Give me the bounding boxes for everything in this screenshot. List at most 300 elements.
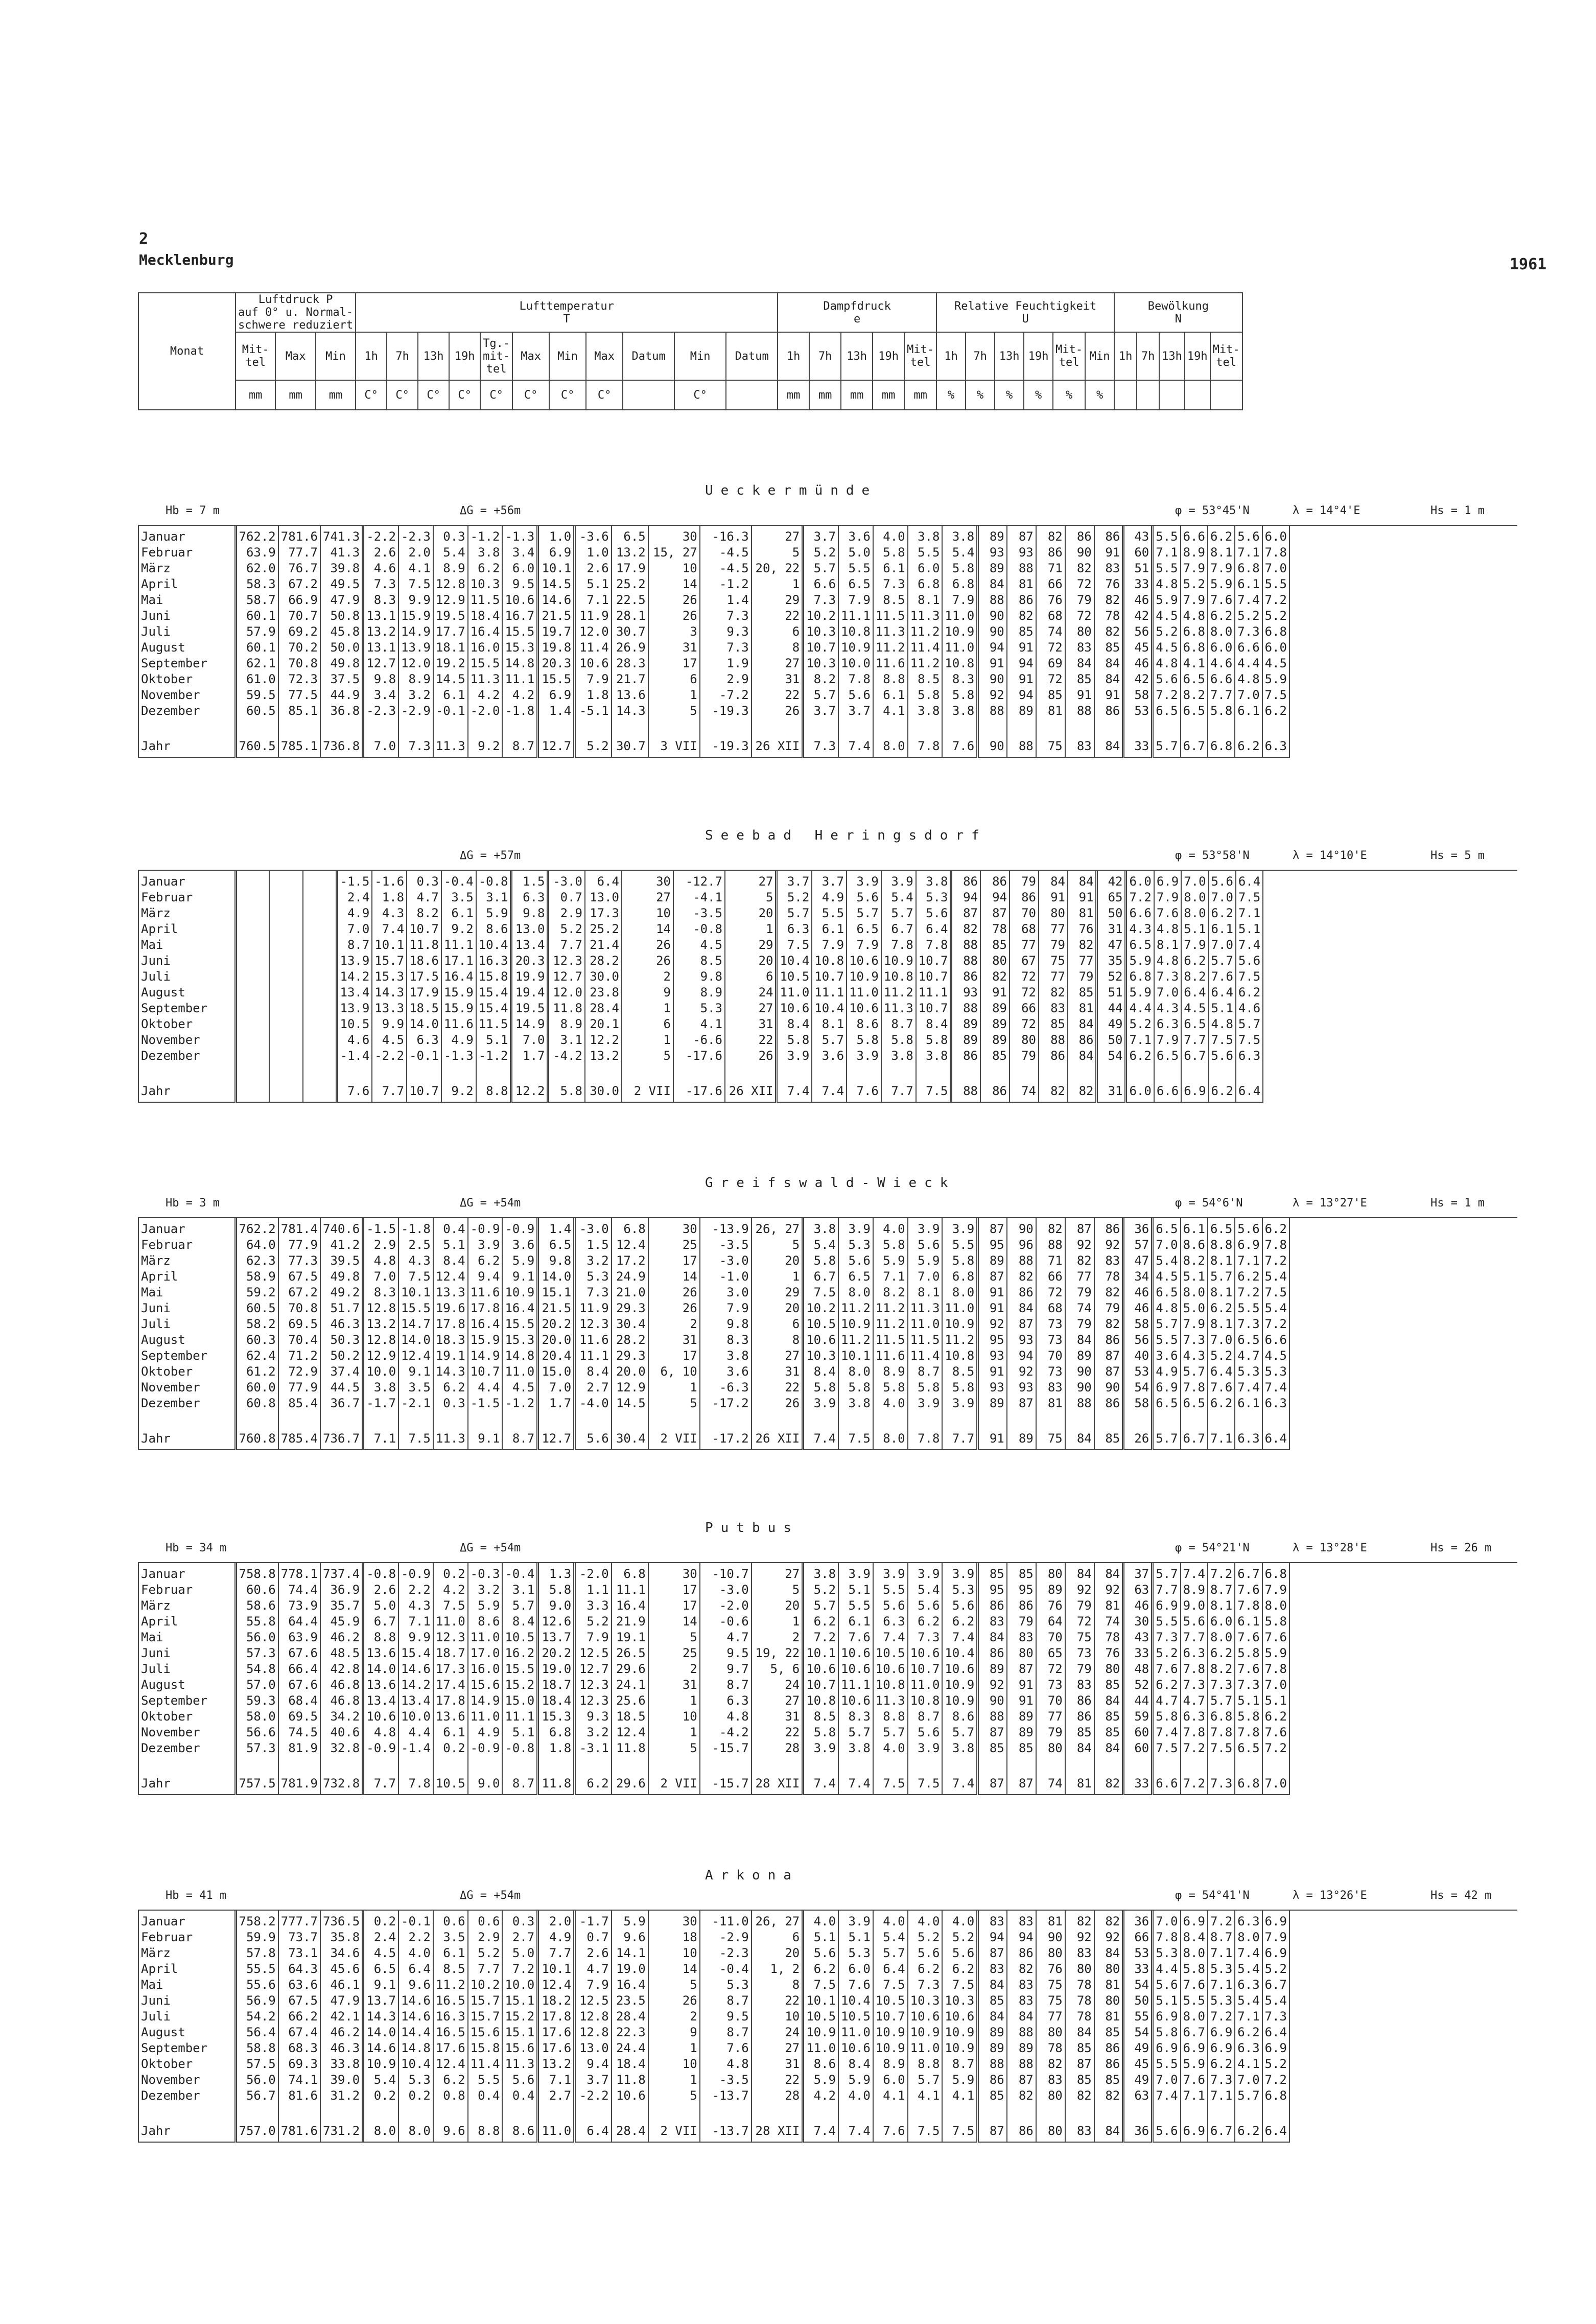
data-cell: 30.4 bbox=[612, 1316, 648, 1332]
data-cell: 16.0 bbox=[468, 640, 503, 656]
data-cell: 7.8 bbox=[398, 1773, 433, 1795]
data-cell: 88 bbox=[1007, 1253, 1036, 1269]
data-cell: 20.2 bbox=[538, 1645, 575, 1661]
data-cell: 86 bbox=[951, 871, 980, 890]
data-cell: 14.3 bbox=[363, 2009, 398, 2025]
data-cell: 5.6 bbox=[873, 1598, 908, 1614]
data-cell: 90 bbox=[1065, 545, 1094, 561]
spacer-cell bbox=[441, 1064, 476, 1080]
data-cell: 7.5 bbox=[908, 1773, 943, 1795]
month-label: Februar bbox=[138, 545, 236, 561]
data-cell: 1.8 bbox=[372, 890, 407, 905]
data-cell: 2 VII bbox=[648, 1428, 700, 1450]
data-cell: 85.4 bbox=[278, 1396, 320, 1411]
data-cell: 91 bbox=[1007, 640, 1036, 656]
month-label: November bbox=[138, 1032, 236, 1048]
data-cell bbox=[236, 985, 269, 1001]
data-cell: -2.0 bbox=[468, 703, 503, 719]
data-cell: 5.2 bbox=[803, 545, 838, 561]
data-cell: 5.8 bbox=[1235, 1709, 1262, 1725]
data-cell: 42 bbox=[1097, 871, 1126, 890]
data-cell: 11.2 bbox=[908, 656, 943, 671]
data-cell bbox=[236, 1080, 269, 1102]
data-cell: 5.2 bbox=[1262, 608, 1289, 624]
data-cell: 5.8 bbox=[873, 1380, 908, 1396]
data-cell: 6.7 bbox=[881, 921, 916, 937]
unit-cell: % bbox=[966, 380, 995, 410]
data-cell: 85 bbox=[1065, 2040, 1094, 2056]
data-cell: 19, 22 bbox=[752, 1645, 803, 1661]
data-cell: 8.7 bbox=[337, 937, 372, 953]
data-cell: 8.5 bbox=[908, 671, 943, 687]
data-cell: 73.9 bbox=[278, 1598, 320, 1614]
data-cell: 83 bbox=[978, 1961, 1007, 1977]
data-cell: 13.4 bbox=[511, 937, 548, 953]
month-label: August bbox=[138, 640, 236, 656]
data-cell: 94 bbox=[1007, 687, 1036, 703]
data-cell: 6.4 bbox=[575, 2120, 612, 2142]
data-cell: 15.3 bbox=[538, 1709, 575, 1725]
spacer-cell bbox=[942, 719, 977, 735]
data-cell: 82 bbox=[1065, 561, 1094, 576]
data-cell: 6.9 bbox=[1153, 2040, 1181, 2056]
data-cell: 6.2 bbox=[1208, 1396, 1235, 1411]
data-cell: 740.6 bbox=[320, 1218, 363, 1237]
data-cell: 78 bbox=[1065, 1993, 1094, 2009]
data-cell: 17.6 bbox=[538, 2040, 575, 2056]
data-cell: 15.7 bbox=[468, 1993, 503, 2009]
data-cell: 7.4 bbox=[838, 2120, 873, 2142]
month-label: März bbox=[138, 1945, 236, 1961]
data-cell: 12.9 bbox=[433, 592, 468, 608]
data-cell: 7.3 bbox=[803, 735, 838, 757]
data-cell: 11.8 bbox=[612, 1740, 648, 1756]
data-cell: 33 bbox=[1123, 735, 1153, 757]
spacer-cell bbox=[1236, 1064, 1263, 1080]
month-label: Jahr bbox=[138, 735, 236, 757]
data-cell: 83 bbox=[1007, 1977, 1036, 1993]
data-cell: 11.5 bbox=[873, 1332, 908, 1348]
data-cell: 10.0 bbox=[502, 1977, 537, 1993]
data-cell: 78 bbox=[1036, 2040, 1065, 2056]
data-cell: 7.3 bbox=[398, 735, 433, 757]
data-cell: 5.6 bbox=[1235, 1218, 1262, 1237]
data-cell: 3.9 bbox=[908, 1218, 943, 1237]
data-cell: 4.6 bbox=[1208, 656, 1235, 671]
data-cell: 84 bbox=[1065, 1332, 1094, 1348]
station-latitude: φ = 54°6'N bbox=[1175, 1197, 1243, 1210]
data-cell: 7.6 bbox=[1181, 2072, 1208, 2088]
data-cell: -1.8 bbox=[502, 703, 537, 719]
data-cell: 79 bbox=[1068, 969, 1097, 985]
data-cell: 5.8 bbox=[1262, 1614, 1289, 1630]
data-cell: 757.5 bbox=[236, 1773, 278, 1795]
data-cell: 0.6 bbox=[433, 1911, 468, 1930]
spacer-cell bbox=[1007, 2104, 1036, 2120]
data-cell: 26.9 bbox=[612, 640, 648, 656]
data-cell: 8.7 bbox=[502, 735, 537, 757]
data-cell: 82 bbox=[1036, 526, 1065, 545]
data-cell: 7.8 bbox=[916, 937, 951, 953]
spacer-cell bbox=[320, 1756, 363, 1773]
data-cell: 80 bbox=[1007, 1645, 1036, 1661]
data-cell: 7.0 bbox=[1262, 1773, 1289, 1795]
data-cell: 63.6 bbox=[278, 1977, 320, 1993]
data-cell: 9.0 bbox=[538, 1598, 575, 1614]
data-cell: 0.2 bbox=[363, 2088, 398, 2104]
data-cell: 79 bbox=[1010, 871, 1039, 890]
data-cell: 27 bbox=[725, 871, 777, 890]
spacer-cell bbox=[1007, 1756, 1036, 1773]
data-cell: 6.3 bbox=[1262, 1396, 1289, 1411]
subcolumn-header: Tg.-mit-tel bbox=[480, 332, 512, 380]
spacer-cell bbox=[908, 2104, 943, 2120]
data-cell: 10 bbox=[622, 905, 673, 921]
data-cell: 7.7 bbox=[1208, 687, 1235, 703]
data-cell: 6.2 bbox=[803, 1614, 838, 1630]
data-cell: 3.8 bbox=[838, 1740, 873, 1756]
data-cell: 7.8 bbox=[908, 1428, 943, 1450]
data-cell: 12.9 bbox=[612, 1380, 648, 1396]
data-cell: 5.4 bbox=[1262, 1993, 1289, 2009]
data-cell: 1.7 bbox=[538, 1396, 575, 1411]
spacer-cell bbox=[838, 2104, 873, 2120]
data-cell: 27 bbox=[752, 656, 803, 671]
data-cell: 8.0 bbox=[1181, 1945, 1208, 1961]
data-cell: 8.6 bbox=[803, 2056, 838, 2072]
data-cell: 7.0 bbox=[1153, 2072, 1181, 2088]
data-cell: 5.8 bbox=[1181, 1961, 1208, 1977]
data-cell: 5.7 bbox=[803, 561, 838, 576]
month-row bbox=[138, 624, 1289, 640]
column-header-table bbox=[138, 292, 1243, 410]
data-cell: 81.6 bbox=[278, 2088, 320, 2104]
data-cell bbox=[269, 921, 303, 937]
data-cell: 7.8 bbox=[881, 937, 916, 953]
data-cell: 10.8 bbox=[873, 1677, 908, 1693]
data-cell: 67.6 bbox=[278, 1645, 320, 1661]
data-cell: 7.6 bbox=[838, 1630, 873, 1645]
data-cell: -3.5 bbox=[673, 905, 725, 921]
data-cell: -5.1 bbox=[575, 703, 612, 719]
data-cell: 9.9 bbox=[398, 592, 433, 608]
data-cell: -1.5 bbox=[337, 871, 372, 890]
data-cell: 11.2 bbox=[881, 985, 916, 1001]
data-cell: 20 bbox=[752, 1300, 803, 1316]
data-cell: 6.2 bbox=[433, 1380, 468, 1396]
data-cell: 7.0 bbox=[1209, 890, 1236, 905]
data-cell: 9.1 bbox=[468, 1428, 503, 1450]
data-cell: 20.0 bbox=[538, 1332, 575, 1348]
data-cell: 8.8 bbox=[873, 671, 908, 687]
data-cell: 7.0 bbox=[1235, 687, 1262, 703]
data-cell: 7.4 bbox=[873, 1630, 908, 1645]
data-cell: 10.9 bbox=[942, 1677, 977, 1693]
data-cell: 10.1 bbox=[538, 561, 575, 576]
data-cell: 3.9 bbox=[838, 1218, 873, 1237]
data-cell: 16.4 bbox=[612, 1977, 648, 1993]
data-cell: 6.6 bbox=[1235, 640, 1262, 656]
data-cell bbox=[236, 871, 269, 890]
data-cell: 59.5 bbox=[236, 687, 278, 703]
data-cell: 4.4 bbox=[1126, 1001, 1154, 1016]
month-label: Juni bbox=[138, 1993, 236, 2009]
data-cell: 17 bbox=[648, 656, 700, 671]
data-cell: 781.6 bbox=[278, 526, 320, 545]
data-cell: 5.8 bbox=[803, 1253, 838, 1269]
data-cell: 2 bbox=[648, 2009, 700, 2025]
data-cell: 15.5 bbox=[538, 671, 575, 687]
data-cell: 26 XII bbox=[752, 1428, 803, 1450]
data-cell: 83 bbox=[1094, 1253, 1123, 1269]
data-cell: 8.4 bbox=[777, 1016, 812, 1032]
data-cell: -3.6 bbox=[575, 526, 612, 545]
data-cell: 26 bbox=[622, 953, 673, 969]
data-cell: 72 bbox=[1036, 640, 1065, 656]
data-cell: 84 bbox=[1094, 1693, 1123, 1709]
data-cell: 10.6 bbox=[838, 1645, 873, 1661]
data-cell: 5.4 bbox=[881, 890, 916, 905]
data-cell: 8.5 bbox=[433, 1961, 468, 1977]
data-cell: 1.0 bbox=[538, 526, 575, 545]
data-cell: 6.5 bbox=[1153, 1285, 1181, 1300]
spacer-cell bbox=[803, 1411, 838, 1428]
data-cell: 56.4 bbox=[236, 2025, 278, 2040]
data-cell: 14.7 bbox=[398, 1316, 433, 1332]
data-cell: 0.2 bbox=[363, 1911, 398, 1930]
data-cell: 7.9 bbox=[575, 1630, 612, 1645]
data-cell: 6.9 bbox=[1154, 871, 1181, 890]
data-cell: 3.7 bbox=[575, 2072, 612, 2088]
station-longitude: λ = 14°4'E bbox=[1293, 504, 1360, 517]
spacer-cell bbox=[468, 719, 503, 735]
data-cell: 88 bbox=[951, 937, 980, 953]
spacer-cell bbox=[612, 2104, 648, 2120]
luftdruck-header: Luftdruck P auf 0° u. Normal- schwere reduziert bbox=[236, 293, 356, 332]
month-label: Dezember bbox=[138, 2088, 236, 2104]
data-cell: 83 bbox=[1039, 1001, 1068, 1016]
data-cell: 87 bbox=[1065, 2056, 1094, 2072]
data-cell: 93 bbox=[951, 985, 980, 1001]
data-cell: 6.3 bbox=[700, 1693, 752, 1709]
data-cell: 36.8 bbox=[320, 703, 363, 719]
data-cell: 15.4 bbox=[398, 1645, 433, 1661]
data-cell: 7.0 bbox=[337, 921, 372, 937]
data-cell: 31 bbox=[648, 1332, 700, 1348]
data-cell: 7.7 bbox=[548, 937, 585, 953]
data-cell: 7.0 bbox=[1153, 1911, 1181, 1930]
subcolumn-header: 13h bbox=[418, 332, 449, 380]
data-cell: 6.8 bbox=[908, 576, 943, 592]
data-cell: 7.3 bbox=[1153, 1630, 1181, 1645]
unit-cell: C° bbox=[418, 380, 449, 410]
data-cell: 66 bbox=[1036, 1269, 1065, 1285]
data-cell: 6.5 bbox=[847, 921, 881, 937]
data-cell: 762.2 bbox=[236, 526, 278, 545]
month-label: August bbox=[138, 1677, 236, 1693]
station-hb: Hb = 34 m bbox=[166, 1542, 227, 1554]
month-label: September bbox=[138, 656, 236, 671]
data-cell: 7.0 bbox=[1262, 1677, 1289, 1693]
data-cell: 91 bbox=[978, 656, 1007, 671]
spacer-cell bbox=[942, 1411, 977, 1428]
spacer-cell bbox=[538, 1411, 575, 1428]
data-cell: 46.8 bbox=[320, 1693, 363, 1709]
data-cell: 731.2 bbox=[320, 2120, 363, 2142]
data-cell: 4.1 bbox=[398, 561, 433, 576]
month-label: Januar bbox=[138, 871, 236, 890]
data-cell: 85 bbox=[1094, 1428, 1123, 1450]
data-cell: 7.6 bbox=[942, 735, 977, 757]
data-cell: 7.5 bbox=[908, 2120, 943, 2142]
data-cell: 10.7 bbox=[407, 1080, 441, 1102]
data-cell: 89 bbox=[1007, 2040, 1036, 2056]
data-cell: 7.5 bbox=[838, 1428, 873, 1450]
data-cell: 6.0 bbox=[1262, 640, 1289, 656]
data-cell: 30.0 bbox=[585, 1080, 622, 1102]
data-cell: 4.3 bbox=[372, 905, 407, 921]
data-cell: 12.4 bbox=[538, 1977, 575, 1993]
data-cell: 5.5 bbox=[838, 561, 873, 576]
data-cell: 5.2 bbox=[908, 1930, 943, 1945]
data-cell: -1.3 bbox=[441, 1048, 476, 1064]
data-cell: 1.4 bbox=[538, 1218, 575, 1237]
data-cell: 7.9 bbox=[1262, 1582, 1289, 1598]
data-cell: 80 bbox=[1065, 1961, 1094, 1977]
data-cell: 86 bbox=[1039, 1048, 1068, 1064]
data-cell: 11.8 bbox=[407, 937, 441, 953]
subcolumn-header: 19h bbox=[1024, 332, 1053, 380]
data-cell: 7.3 bbox=[873, 576, 908, 592]
data-cell: 7.8 bbox=[1262, 1661, 1289, 1677]
data-cell: 1 bbox=[648, 1380, 700, 1396]
data-cell: 60 bbox=[1123, 1740, 1153, 1756]
data-cell: 66 bbox=[1010, 1001, 1039, 1016]
unit-cell: C° bbox=[549, 380, 586, 410]
data-cell: 56.0 bbox=[236, 1630, 278, 1645]
data-cell: 7.0 bbox=[908, 1269, 943, 1285]
data-cell: 51 bbox=[1123, 561, 1153, 576]
data-cell: 34.6 bbox=[320, 1945, 363, 1961]
data-cell: 7.6 bbox=[1154, 905, 1181, 921]
data-cell: 7.6 bbox=[337, 1080, 372, 1102]
data-cell: 8.6 bbox=[502, 2120, 537, 2142]
month-label: Jahr bbox=[138, 1773, 236, 1795]
data-cell: 83 bbox=[1094, 561, 1123, 576]
data-cell: 13.3 bbox=[372, 1001, 407, 1016]
data-cell: 4.5 bbox=[1153, 1269, 1181, 1285]
data-cell: 781.4 bbox=[278, 1218, 320, 1237]
data-cell: 6 bbox=[752, 624, 803, 640]
spacer-cell bbox=[138, 1411, 236, 1428]
data-cell: 84 bbox=[1068, 1048, 1097, 1064]
data-cell: 11.0 bbox=[803, 2040, 838, 2056]
data-cell: 5.2 bbox=[1181, 576, 1208, 592]
data-cell: 1 bbox=[622, 1001, 673, 1016]
data-cell: 3.9 bbox=[468, 1237, 503, 1253]
data-cell: 20.2 bbox=[538, 1316, 575, 1332]
data-cell: 7.4 bbox=[838, 1773, 873, 1795]
subcolumn-header: 1h bbox=[936, 332, 966, 380]
spacer-cell bbox=[648, 2104, 700, 2120]
data-cell: 5 bbox=[622, 1048, 673, 1064]
data-cell: 42.1 bbox=[320, 2009, 363, 2025]
data-cell: 13.2 bbox=[612, 545, 648, 561]
data-cell: 42 bbox=[1123, 608, 1153, 624]
station-hs: Hs = 26 m bbox=[1430, 1542, 1492, 1554]
data-cell: 17.8 bbox=[433, 1316, 468, 1332]
data-cell: 15.9 bbox=[398, 608, 433, 624]
data-cell: 4.7 bbox=[700, 1630, 752, 1645]
data-cell: 31 bbox=[1097, 921, 1126, 937]
data-cell: 77.7 bbox=[278, 545, 320, 561]
data-cell: 10.5 bbox=[838, 2009, 873, 2025]
data-cell: 7.3 bbox=[1235, 1677, 1262, 1693]
data-cell: 76 bbox=[1036, 1598, 1065, 1614]
data-cell: 79 bbox=[1010, 1048, 1039, 1064]
data-cell: 82 bbox=[1094, 2088, 1123, 2104]
data-cell: 22 bbox=[725, 1032, 777, 1048]
data-cell: 5.9 bbox=[468, 1598, 503, 1614]
unit-row bbox=[138, 380, 1242, 410]
data-cell: 10.7 bbox=[468, 1364, 503, 1380]
data-cell: 6.2 bbox=[1209, 1080, 1236, 1102]
data-cell: 5.6 bbox=[1209, 871, 1236, 890]
month-row bbox=[138, 1911, 1289, 1930]
data-cell: 30 bbox=[648, 1218, 700, 1237]
data-cell: 79 bbox=[1007, 1614, 1036, 1630]
data-cell: 84 bbox=[1094, 735, 1123, 757]
data-cell: -1.4 bbox=[398, 1740, 433, 1756]
data-cell: 39.0 bbox=[320, 2072, 363, 2088]
data-cell: 24 bbox=[752, 1677, 803, 1693]
unit-cell: C° bbox=[387, 380, 418, 410]
data-cell: 82 bbox=[1039, 1080, 1068, 1102]
month-label: September bbox=[138, 2040, 236, 2056]
data-cell: 4.9 bbox=[441, 1032, 476, 1048]
data-cell: 17.9 bbox=[407, 985, 441, 1001]
data-cell: 40 bbox=[1123, 1348, 1153, 1364]
data-cell: 0.2 bbox=[433, 1563, 468, 1582]
month-row bbox=[138, 1269, 1289, 1285]
data-cell: 76 bbox=[1094, 576, 1123, 592]
station-longitude: λ = 13°26'E bbox=[1293, 1889, 1367, 1902]
data-cell: 4.1 bbox=[873, 703, 908, 719]
data-cell: 6.2 bbox=[908, 1614, 943, 1630]
data-cell: 14 bbox=[648, 576, 700, 592]
subcolumn-header: Min bbox=[1085, 332, 1114, 380]
data-cell: 83 bbox=[1065, 2120, 1094, 2142]
data-cell: 25.2 bbox=[612, 576, 648, 592]
data-cell: 76 bbox=[1036, 592, 1065, 608]
data-cell: -3.0 bbox=[548, 871, 585, 890]
data-cell: 84 bbox=[1068, 871, 1097, 890]
data-cell: 84 bbox=[1068, 1016, 1097, 1032]
data-cell: 7.7 bbox=[1153, 1582, 1181, 1598]
spacer-cell bbox=[1181, 1756, 1208, 1773]
month-label: Oktober bbox=[138, 2056, 236, 2072]
data-cell: 95 bbox=[1007, 1582, 1036, 1598]
data-cell: 5.3 bbox=[942, 1582, 977, 1598]
data-cell: 82 bbox=[951, 921, 980, 937]
data-cell: 82 bbox=[1007, 1961, 1036, 1977]
data-cell: 67.5 bbox=[278, 1269, 320, 1285]
subcolumn-header: 19h bbox=[1185, 332, 1210, 380]
data-cell: 10.9 bbox=[502, 1285, 537, 1300]
data-cell: 737.4 bbox=[320, 1563, 363, 1582]
data-cell: 83 bbox=[978, 1911, 1007, 1930]
data-cell: 56 bbox=[1123, 624, 1153, 640]
